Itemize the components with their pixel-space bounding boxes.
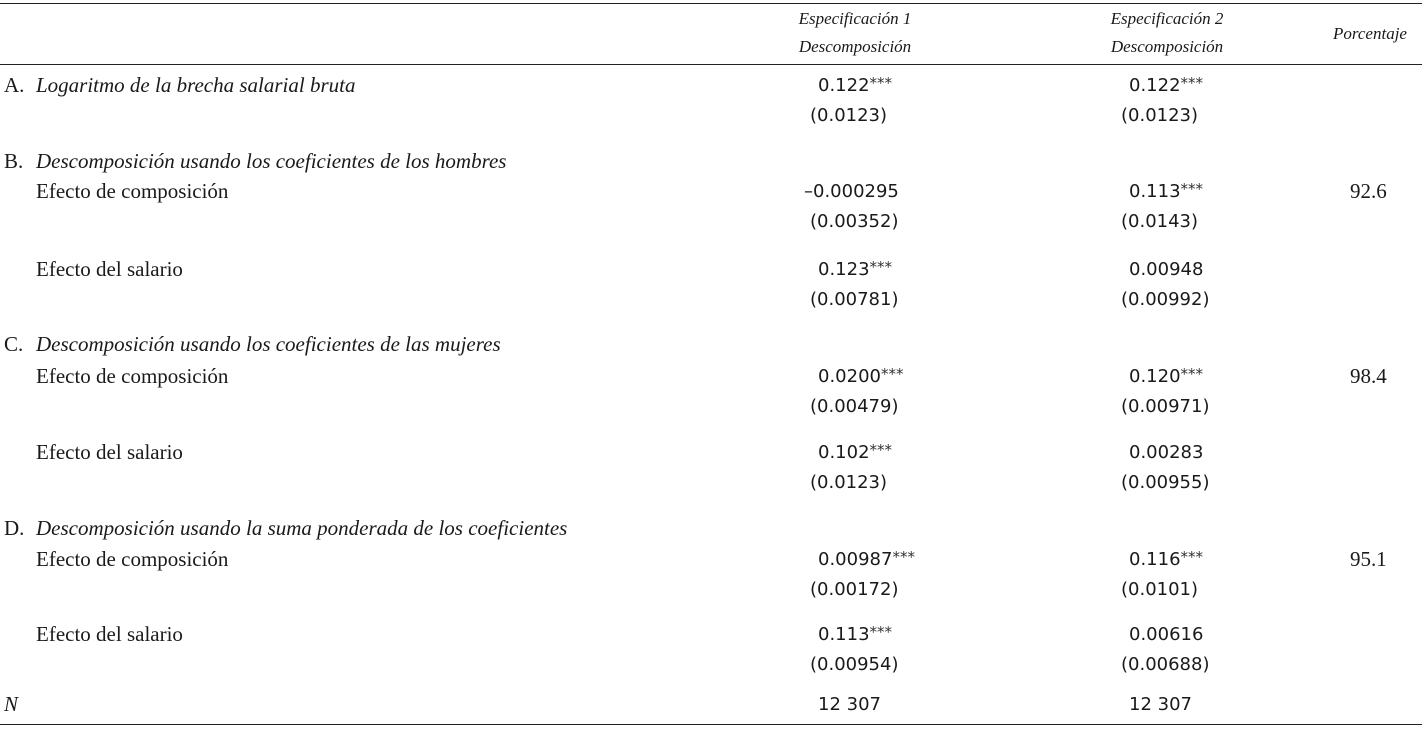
b-comp-s1-value: –0.000295	[804, 181, 899, 202]
c-wage-s1-stars: ***	[869, 441, 893, 459]
d-composition-label: Efecto de composición	[36, 547, 229, 571]
header-spec1-line1: Especificación 1	[798, 9, 912, 28]
section-a-letter: A.	[4, 73, 25, 97]
d-wage-s1-se: (0.00954)	[810, 654, 899, 675]
c-comp-s1-stars: ***	[880, 365, 904, 383]
b-composition-label: Efecto de composición	[36, 179, 229, 203]
d-comp-percentage: 95.1	[1350, 547, 1387, 571]
bottom-rule	[0, 724, 1422, 725]
c-comp-s1-se: (0.00479)	[810, 396, 899, 417]
b-comp-s2-stars: ***	[1180, 180, 1204, 198]
d-comp-s1-value: 0.00987***	[818, 548, 915, 570]
d-comp-s2-stars: ***	[1180, 548, 1204, 566]
header-rule	[0, 64, 1422, 65]
c-comp-s2-stars: ***	[1180, 365, 1204, 383]
top-rule	[0, 3, 1422, 4]
b-wage-s1-stars: ***	[869, 258, 893, 276]
b-wage-label: Efecto del salario	[36, 257, 183, 281]
c-comp-s2-value: 0.120***	[1129, 365, 1204, 387]
c-comp-percentage: 98.4	[1350, 364, 1387, 388]
b-wage-s1-value: 0.123***	[818, 258, 893, 280]
d-comp-s2-value: 0.116***	[1129, 548, 1204, 570]
c-comp-s1-value: 0.0200***	[818, 365, 904, 387]
d-wage-label: Efecto del salario	[36, 622, 183, 646]
c-wage-s1-se: (0.0123)	[810, 472, 888, 493]
b-wage-s2-se: (0.00992)	[1121, 289, 1210, 310]
section-c-title: Descomposición usando los coeficientes de las mujeres	[36, 332, 501, 356]
n-label: N	[4, 692, 19, 716]
n-s1-value: 12 307	[818, 694, 881, 715]
c-wage-s2-se: (0.00955)	[1121, 472, 1210, 493]
header-spec2-line1: Especificación 2	[1110, 9, 1224, 28]
header-spec1-line2: Descomposición	[798, 37, 912, 56]
section-a-title: Logaritmo de la brecha salarial bruta	[36, 73, 356, 97]
b-wage-s2-value: 0.00948	[1129, 259, 1204, 280]
a-s1-se: (0.0123)	[810, 105, 888, 126]
c-wage-s2-value: 0.00283	[1129, 442, 1204, 463]
section-b-title: Descomposición usando los coeficientes de los hombres	[36, 149, 507, 173]
b-comp-s2-value: 0.113***	[1129, 180, 1204, 202]
a-s1-stars: ***	[869, 74, 893, 92]
d-wage-s1-stars: ***	[869, 623, 893, 641]
section-c-letter: C.	[4, 332, 24, 356]
b-comp-s2-se: (0.0143)	[1121, 211, 1199, 232]
d-comp-s2-se: (0.0101)	[1121, 579, 1199, 600]
a-s2-stars: ***	[1180, 74, 1204, 92]
a-s2-value: 0.122***	[1129, 74, 1204, 96]
c-comp-s2-se: (0.00971)	[1121, 396, 1210, 417]
b-wage-s1-se: (0.00781)	[810, 289, 899, 310]
b-comp-percentage: 92.6	[1350, 179, 1387, 203]
d-wage-s1-value: 0.113***	[818, 623, 893, 645]
c-composition-label: Efecto de composición	[36, 364, 229, 388]
a-s2-se: (0.0123)	[1121, 105, 1199, 126]
d-wage-s2-se: (0.00688)	[1121, 654, 1210, 675]
a-s1-value: 0.122***	[818, 74, 893, 96]
section-d-letter: D.	[4, 516, 25, 540]
section-b-letter: B.	[4, 149, 24, 173]
c-wage-s1-value: 0.102***	[818, 441, 893, 463]
d-comp-s1-se: (0.00172)	[810, 579, 899, 600]
c-wage-label: Efecto del salario	[36, 440, 183, 464]
n-s2-value: 12 307	[1129, 694, 1192, 715]
d-comp-s1-stars: ***	[892, 548, 915, 566]
header-percentage: Porcentaje	[1333, 24, 1407, 43]
header-spec2-line2: Descomposición	[1110, 37, 1224, 56]
section-d-title: Descomposición usando la suma ponderada de los coeficientes	[36, 516, 568, 540]
b-comp-s1-se: (0.00352)	[810, 211, 899, 232]
d-wage-s2-value: 0.00616	[1129, 624, 1204, 645]
